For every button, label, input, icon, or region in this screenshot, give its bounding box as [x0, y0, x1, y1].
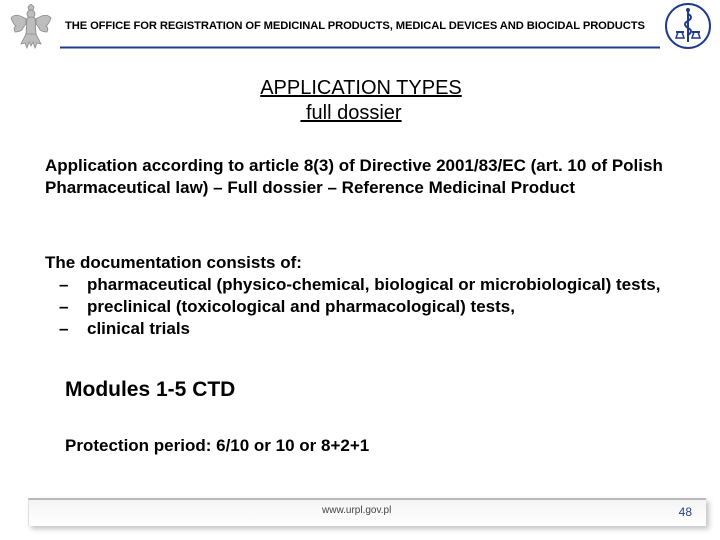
header-divider	[60, 46, 660, 49]
list-item	[45, 296, 685, 318]
list-marker: –	[59, 319, 69, 338]
protection-period: Protection period: 6/10 or 10 or 8+2+1	[65, 436, 370, 455]
polish-eagle-icon	[10, 4, 52, 50]
page-number: 48	[678, 505, 692, 519]
list-marker: –	[59, 297, 69, 316]
title-line-1: APPLICATION TYPES	[260, 77, 462, 99]
modules-heading: Modules 1-5 CTD	[65, 378, 236, 401]
title-line-2: full dossier	[300, 102, 402, 124]
medical-logo-icon	[664, 2, 712, 50]
application-paragraph: Application according to article 8(3) of Directive 2001/83/EC (art. 10 of Polish Pharmaceutical law) – Full dossier – Reference Medicinal Product	[45, 156, 663, 197]
footer-url[interactable]: www.urpl.gov.pl	[322, 505, 392, 516]
documentation-list	[45, 274, 685, 340]
list-marker: –	[59, 275, 69, 294]
documentation-intro: The documentation consists of:	[45, 253, 302, 272]
list-item-text: pharmaceutical (physico-chemical, biological or microbiological) tests,	[87, 275, 661, 294]
header-title: THE OFFICE FOR REGISTRATION OF MEDICINAL PRODUCTS, MEDICAL DEVICES AND BIOCIDAL PRODUCTS	[65, 20, 645, 32]
slide-title	[0, 76, 720, 126]
list-item-text: clinical trials	[87, 319, 190, 338]
list-item	[45, 318, 685, 340]
documentation-section	[45, 252, 685, 340]
list-item-text: preclinical (toxicological and pharmacological) tests,	[87, 297, 515, 316]
list-item	[45, 274, 685, 296]
